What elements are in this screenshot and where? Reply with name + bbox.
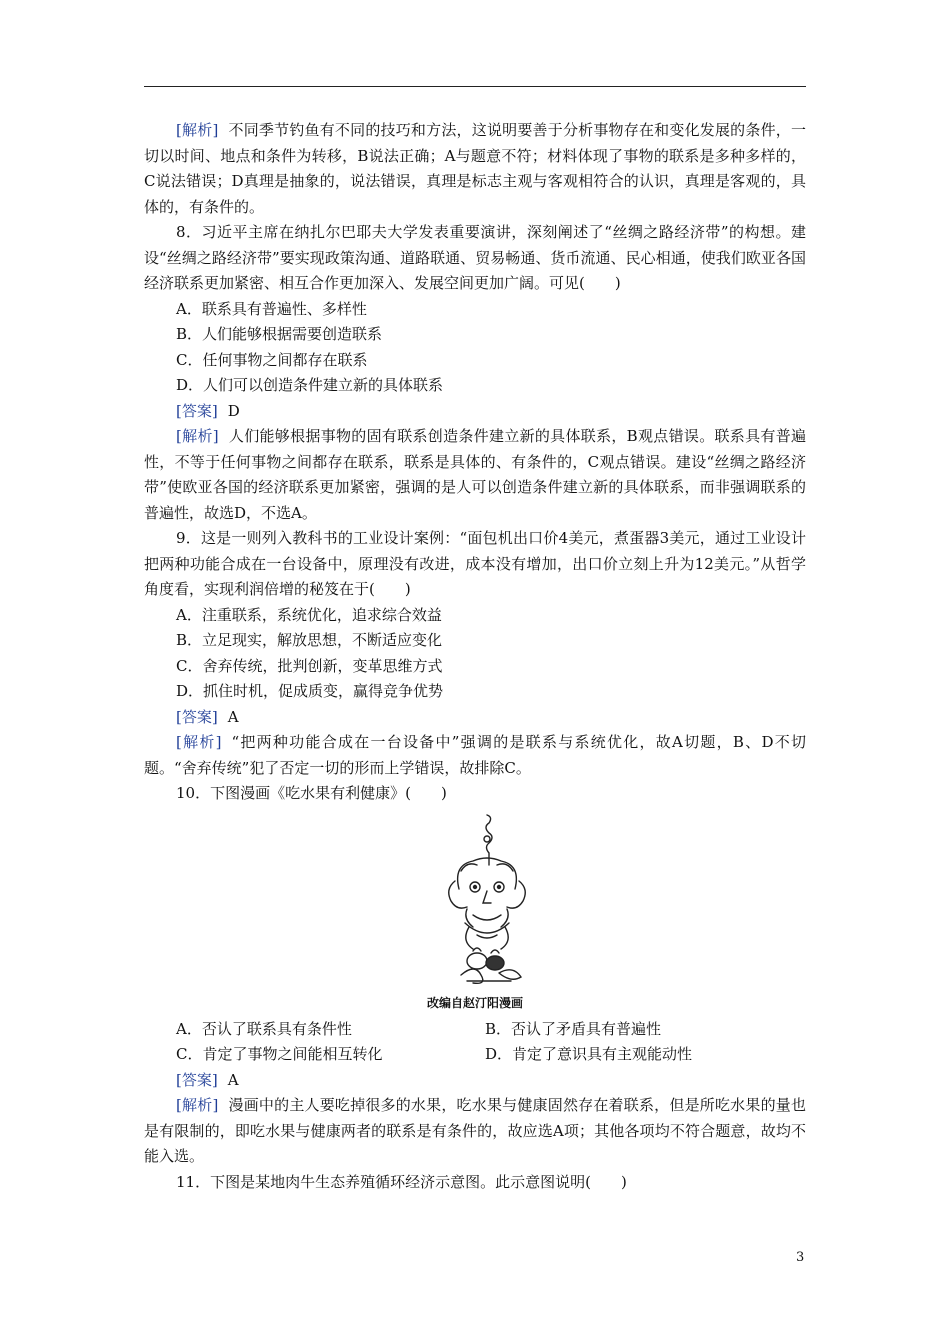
q11-stem: 11．下图是某地肉牛生态养殖循环经济示意图。此示意图说明( )	[176, 1172, 627, 1191]
q8-option-a: A．联系具有普遍性、多样性	[176, 299, 367, 318]
q8-option-b: B．人们能够根据需要创造联系	[176, 325, 383, 343]
q9-analysis-text: “把两种功能合成在一台设备中”强调的是联系与系统优化，故A切题，B、D不切题。“舍弃传统”犯了否定一切的形而上学错误，故排除C。	[144, 733, 806, 777]
q9-option-b: B．立足现实，解放思想，不断适应变化	[176, 631, 443, 649]
analysis-tag: [解析]	[176, 427, 219, 445]
page-content	[144, 118, 806, 1195]
q7-analysis	[144, 118, 806, 220]
q10-options-row-1	[144, 1017, 806, 1043]
q8-analysis-text: 人们能够根据事物的固有联系创造条件建立新的具体联系，B观点错误。联系具有普遍性，不等于任何事物之间都存在联系，联系是具体的、有条件的，C观点错误。建设“丝绸之路经济带”使欧亚各国的经济联系更加紧密，强调的是人可以创造条件建立新的具体联系，而非强调联系的普遍性，故选D，不选A。	[144, 427, 806, 522]
q10-option-d: D．肯定了意识具有主观能动性	[485, 1045, 693, 1063]
q10-answer-value: A	[227, 1070, 239, 1089]
q9-option-c: C．舍弃传统，批判创新，变革思维方式	[176, 656, 443, 675]
q9-answer-value: A	[227, 707, 239, 726]
analysis-tag: [解析]	[176, 733, 222, 751]
answer-tag: [答案]	[176, 707, 218, 726]
q10-option-a: A．否认了联系具有条件性	[176, 1019, 352, 1038]
q9-stem: 9．这是一则列入教科书的工业设计案例：“面包机出口价4美元，煮蛋器3美元，通过工业设计把两种功能合成在一台设备中，原理没有改进，成本没有增加，出口价立刻上升为12美元。”从哲学角度看，实现利润倍增的秘笈在于( )	[144, 529, 806, 598]
q8-answer-value: D	[227, 401, 240, 420]
analysis-tag: [解析]	[176, 1096, 219, 1114]
q10-answer	[144, 1068, 806, 1094]
q9-option-a: A．注重联系，系统优化，追求综合效益	[176, 605, 442, 624]
q9-answer	[144, 705, 806, 731]
q8-answer	[144, 399, 806, 425]
analysis-tag: [解析]	[176, 121, 219, 139]
q9-analysis	[144, 730, 806, 781]
q10-options-row-2	[144, 1042, 806, 1068]
q10-option-b: B．否认了矛盾具有普遍性	[485, 1019, 662, 1038]
q10-analysis-text: 漫画中的主人要吃掉很多的水果，吃水果与健康固然存在着联系，但是所吃水果的量也是有限制的，即吃水果与健康两者的联系是有条件的，故应选A项；其他各项均不符合题意，故均不能入选。	[144, 1096, 806, 1165]
q9-option-d: D．抓住时机，促成质变，赢得竞争优势	[176, 682, 444, 700]
figure-caption: 改编自赵汀阳漫画	[426, 995, 523, 1010]
q8-analysis	[144, 424, 806, 526]
q8-option-c: C．任何事物之间都存在联系	[176, 350, 368, 369]
q8-stem: 8．习近平主席在纳扎尔巴耶夫大学发表重要演讲，深刻阐述了“丝绸之路经济带”的构想。建设“丝绸之路经济带”要实现政策沟通、道路联通、贸易畅通、货币流通、民心相通，使我们欧亚各国经济联系更加紧密、相互合作更加深入、发展空间更加广阔。可见( )	[144, 223, 806, 292]
q7-analysis-text: 不同季节钓鱼有不同的技巧和方法，这说明要善于分析事物存在和变化发展的条件，一切以时间、地点和条件为转移，B说法正确；A与题意不符；材料体现了事物的联系是多种多样的，C说法错误；D真理是抽象的，说法错误，真理是标志主观与客观相符合的认识，真理是客观的，具体的，有条件的。	[144, 121, 806, 216]
cartoon-fruit-man-image	[437, 811, 533, 991]
page-number: 3	[796, 1250, 805, 1265]
q10-option-c: C．肯定了事物之间能相互转化	[176, 1045, 383, 1063]
answer-tag: [答案]	[176, 1070, 218, 1089]
header-rule	[144, 86, 806, 87]
q10-stem: 10．下图漫画《吃水果有利健康》( )	[176, 784, 447, 802]
answer-tag: [答案]	[176, 401, 218, 420]
q8-option-d: D．人们可以创造条件建立新的具体联系	[176, 376, 444, 394]
q10-analysis	[144, 1093, 806, 1170]
q10-figure	[144, 807, 806, 1017]
